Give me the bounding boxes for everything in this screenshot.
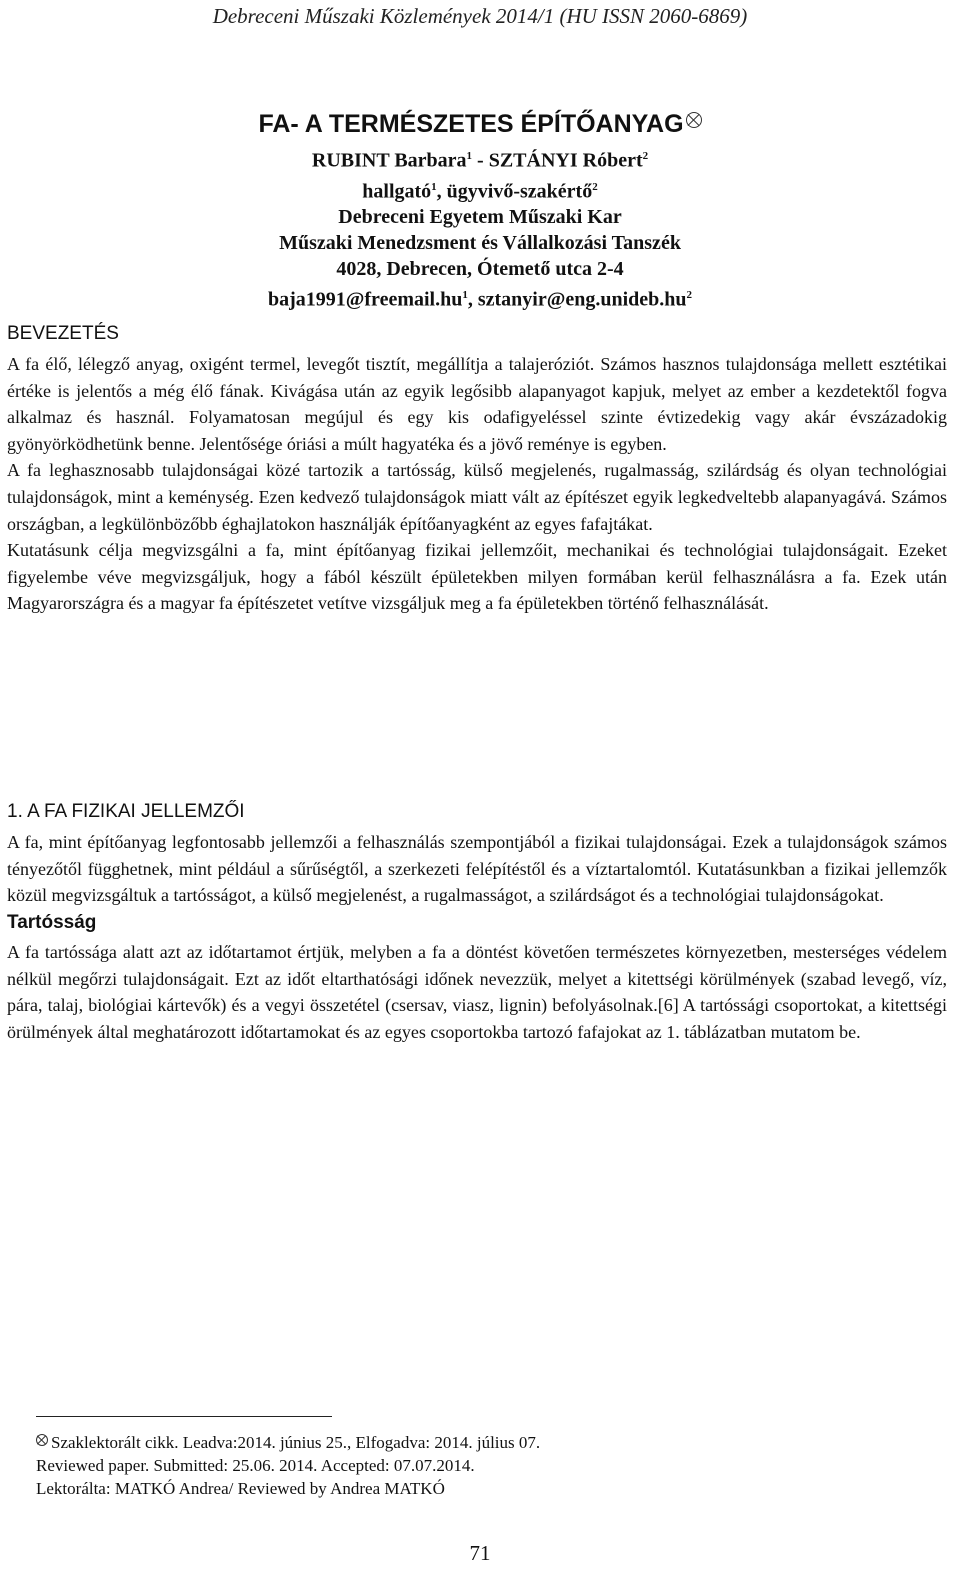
section-heading-durability: Tartósság [7, 912, 97, 933]
emails [0, 282, 960, 313]
footnote-line-2: Reviewed paper. Submitted: 25.06. 2014. Accepted: 07.07.2014. [36, 1456, 475, 1475]
section-heading-physical: 1. A FA FIZIKAI JELLEMZŐI [7, 801, 245, 822]
page-number: 71 [469, 1541, 491, 1565]
footnote-line-1 [36, 1431, 540, 1454]
intro-paragraph-1: A fa élő, lélegző anyag, oxigént termel, levegőt tisztít, megállítja a talajeróziót. Számos hasznos tulajdonsága mellett esztétikai értéke is jelentős a még élő fának. Kivágása után az egyik legősibb alapanyagot kapjuk, melyet az ember a kezdetektől fogva alkalmaz és használ. Folyamatosan megújul és egy kis odafigyeléssel szinte évtizedekig vagy akár évszázadokig gyönyörködhetünk benne. Jelentősége óriási a múlt hagyatéka és a jövő reménye is egyben. [7, 354, 947, 454]
footnote-line-1-text: Szaklektorált cikk. Leadva:2014. június 25., Elfogadva: 2014. július 07. [51, 1433, 541, 1452]
footnote-rule [36, 1416, 332, 1417]
email-1-sup: 1 [462, 289, 468, 302]
intro-paragraph-3: Kutatásunk célja megvizsgálni a fa, mint építőanyag fizikai jellemzőit, mechanikai és technológiai tulajdonságait. Ezeket figyelembe véve megvizsgáljuk, hogy a fából készült épületekben milyen formában kerül felhasználásra a fa. Ezek után Magyarországra és a magyar fa építészetet vetítve vizsgáljuk meg a fa épületekben történő felhasználását. [7, 540, 947, 614]
role-2-sup: 2 [592, 180, 598, 193]
email-2[interactable]: , sztanyir@eng.unideb.hu [467, 288, 687, 311]
role-1-sup: 1 [431, 180, 437, 193]
author-names [0, 143, 960, 174]
paper-title-text: FA- A TERMÉSZETES ÉPÍTŐANYAG [258, 110, 684, 138]
paper-title [0, 110, 960, 139]
physical-paragraph-1: A fa, mint építőanyag legfontosabb jellemzői a felhasználás szempontjából a fizikai tulajdonságai. Ezek a tulajdonságok számos tényezőtől függhetnek, mint például a sűrűségtől, a szerkezeti felépítéstől és a víztartalomtól. Kutatásunkban a fizikai jellemzők közül megvizsgáltuk a tartósságot, a külső megjelenést, a rugalmasságot, a szilárdságot és a technológiai tulajdonságokat. [7, 832, 947, 906]
author-1: RUBINT Barbara [311, 149, 467, 172]
author-2: - SZTÁNYI Róbert [472, 149, 643, 172]
institution: Debreceni Egyetem Műszaki Kar [338, 206, 622, 229]
department: Műszaki Menedzsment és Vállalkozási Tanszék [279, 232, 681, 255]
author-roles [0, 174, 960, 205]
author-2-sup: 2 [642, 150, 649, 162]
role-1: hallgató [362, 180, 432, 203]
durability-paragraph-1: A fa tartóssága alatt azt az időtartamot értjük, melyben a fa a döntést követően természetes környezetben, mesterséges védelem nélkül megőrzi tulajdonságait. Ezt az időt eltarthatósági időnek nevezzük, melyet a kitettségi körülmények (szabad levegő, víz, pára, talaj, biológiai kártevők) és a vegyi összetétel (csersav, viasz, lignin) befolyásolnak.[6] A tartóssági csoportokat, a kitettségi örülmények által meghatározott időtartamokat és az egyes csoportokba tartozó fafajokat az 1. táblázatban mutatom be. [7, 942, 947, 1042]
footnote [36, 1431, 540, 1500]
running-head: Debreceni Műszaki Közlemények 2014/1 (HU ISSN 2060-6869) [212, 4, 748, 28]
author-1-sup: 1 [466, 150, 473, 162]
footnote-line-3: Lektorálta: MATKÓ Andrea/ Reviewed by Andrea MATKÓ [36, 1479, 445, 1498]
email-1[interactable]: baja1991@freemail.hu [268, 288, 463, 311]
otimes-icon [36, 1434, 48, 1446]
role-2: , ügyvivő-szakértő [436, 180, 593, 203]
address: 4028, Debrecen, Ótemető utca 2-4 [336, 258, 624, 281]
section-heading-intro: BEVEZETÉS [7, 323, 119, 344]
email-2-sup: 2 [686, 289, 692, 302]
intro-paragraph-2: A fa leghasznosabb tulajdonságai közé tartozik a tartósság, külső megjelenés, rugalmasság, szilárdság és olyan technológiai tulajdonságok, mint a keménység. Ezen kedvező tulajdonságok miatt vált az építészet egyik legkedveltebb alapanyagává. Számos országban, a legkülönbözőbb éghajlatokon használják építőanyagként az egyes fafajtákat. [7, 460, 947, 534]
intro-body [7, 351, 947, 617]
physical-body [7, 829, 947, 909]
otimes-icon [686, 112, 702, 128]
author-block [0, 143, 960, 313]
durability-body [7, 939, 947, 1045]
